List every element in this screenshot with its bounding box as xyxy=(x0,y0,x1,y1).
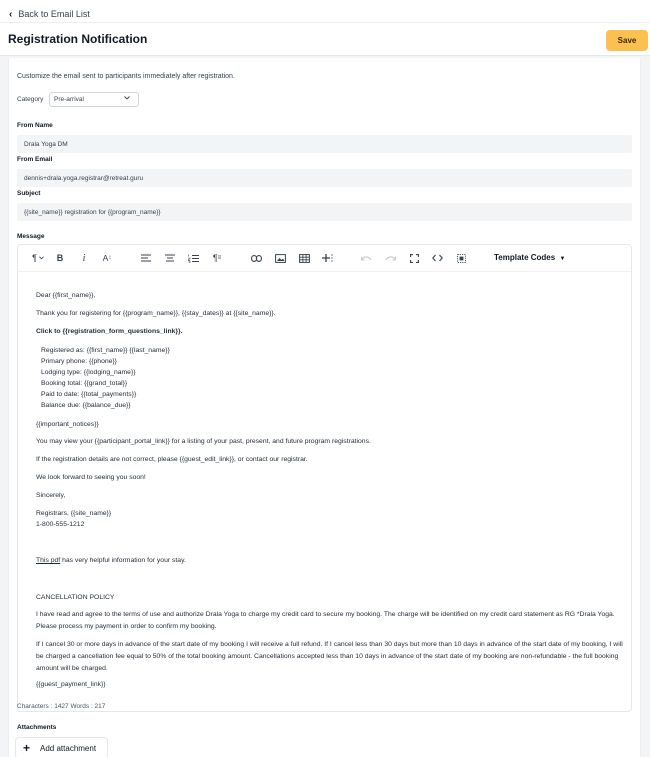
portal-text: You may view your {{participant_portal_link}} for a listing of your past, present, and future program registrations. xyxy=(36,438,371,445)
chevron-left-icon: ‹ xyxy=(9,8,13,20)
payment-link-text: {{guest_payment_link}} xyxy=(36,681,106,688)
add-attachment-label: Add attachment xyxy=(40,743,97,753)
message-editor xyxy=(17,244,632,712)
cancel-paragraph-2: If I cancel 30 or more days in advance of the start date of my booking I will receive a full refund. If I cancel less than 30 days but more than 10 days in advance of the start date of my booking, I will be charged a cancellation fee equal to 50% of the total booking amount. Cancellations accepted less than 10 days in advance of the start date of my booking are non-refundable - the full booking amount will be charged. xyxy=(36,641,623,672)
detail-line: Booking total: {{grand_total}} xyxy=(41,380,128,387)
undo-icon[interactable] xyxy=(360,252,372,264)
image-icon[interactable] xyxy=(274,252,286,264)
look-forward-text: We look forward to seeing you soon! xyxy=(36,474,146,481)
align-left-icon[interactable] xyxy=(140,252,152,264)
editor-toolbar xyxy=(18,245,631,272)
detail-line: Paid to date: {{total_payments}} xyxy=(41,391,137,398)
signature-line: Registrars, {{site_name}} xyxy=(36,510,112,517)
code-view-icon[interactable] xyxy=(431,252,444,264)
paragraph-format-icon[interactable]: ¶ xyxy=(29,252,47,264)
chevron-down-icon xyxy=(124,96,130,102)
align-center-icon[interactable] xyxy=(164,252,176,264)
top-bar xyxy=(0,0,650,56)
fullscreen-icon[interactable] xyxy=(408,252,420,264)
paragraph-style-icon[interactable]: ¶ ≡ xyxy=(212,253,222,263)
message-label: Message xyxy=(17,233,45,240)
greeting-text: Dear {{first_name}}, xyxy=(36,292,96,299)
template-codes-label: Template Codes xyxy=(494,253,556,262)
sincerely-text: Sincerely, xyxy=(36,492,66,499)
attachments-label: Attachments xyxy=(17,724,57,731)
detail-line: Lodging type: {{lodging_name}} xyxy=(41,369,136,376)
ordered-list-icon[interactable] xyxy=(187,252,199,264)
page-title: Registration Notification xyxy=(8,32,148,46)
cancel-heading: CANCELLATION POLICY xyxy=(36,594,115,601)
back-to-email-list-link[interactable] xyxy=(9,7,90,21)
subject-label: Subject xyxy=(17,190,41,197)
from-name-value: Drala Yoga DM xyxy=(24,140,68,148)
detail-line: Registered as: {{first_name}} {{last_name}} xyxy=(41,347,170,354)
back-link-label: Back to Email List xyxy=(18,9,90,19)
divider xyxy=(0,22,650,23)
pdf-line xyxy=(36,557,186,564)
detail-line: Primary phone: {{phone}} xyxy=(41,358,117,365)
incorrect-text: If the registration details are not correct, please {{guest_edit_link}}, or contact our registrar. xyxy=(36,456,308,463)
template-codes-dropdown[interactable] xyxy=(494,253,565,262)
select-all-icon[interactable] xyxy=(455,252,467,264)
detail-line: Balance due: {{balance_due}} xyxy=(41,402,131,409)
font-size-icon[interactable]: A ↕ xyxy=(102,253,112,263)
italic-icon[interactable]: i xyxy=(82,252,86,264)
from-name-field[interactable] xyxy=(17,135,632,153)
redo-icon[interactable] xyxy=(384,252,396,264)
from-email-field[interactable] xyxy=(17,169,632,187)
subject-value: {{site_name}} registration for {{program_name}} xyxy=(24,208,161,216)
character-word-counter: Characters : 1427 Words : 217 xyxy=(17,703,106,710)
from-email-label: From Email xyxy=(17,156,53,163)
insert-more-icon[interactable] xyxy=(321,252,335,264)
add-attachment-button[interactable] xyxy=(15,737,108,757)
subject-field[interactable] xyxy=(17,203,632,221)
signature-line: 1-800-555-1212 xyxy=(36,521,85,528)
notices-text: {{important_notices}} xyxy=(36,421,99,428)
bold-icon[interactable]: B xyxy=(56,253,64,263)
from-email-value: dennis+drala.yoga.registrar@retreat.guru xyxy=(24,174,144,182)
save-button[interactable]: Save xyxy=(606,30,648,51)
cancel-paragraph-1: I have read and agree to the terms of use and authorize Drala Yoga to charge my credit card to secure my booking. The charge will be identified on my credit card statement as RG *Drala Yoga. Please process my payment in order to confirm my booking. xyxy=(36,611,615,630)
link-icon[interactable] xyxy=(250,252,262,264)
category-label: Category xyxy=(17,96,44,103)
category-value: Pre-arrival xyxy=(54,96,84,103)
table-icon[interactable] xyxy=(298,252,310,264)
plus-icon: + xyxy=(23,741,31,755)
from-name-label: From Name xyxy=(17,122,53,129)
pdf-rest-text: has very helpful information for your stay. xyxy=(60,557,186,564)
caret-down-icon: ▼ xyxy=(559,256,566,262)
click-text: Click to {{registration_form_questions_link}}. xyxy=(36,328,183,335)
pdf-link[interactable]: This pdf xyxy=(36,557,61,564)
thanks-text: Thank you for registering for {{program_name}}, {{stay_dates}} at {{site_name}}. xyxy=(36,310,276,317)
form-description: Customize the email sent to participants immediately after registration. xyxy=(17,73,235,80)
category-select[interactable] xyxy=(49,92,139,107)
